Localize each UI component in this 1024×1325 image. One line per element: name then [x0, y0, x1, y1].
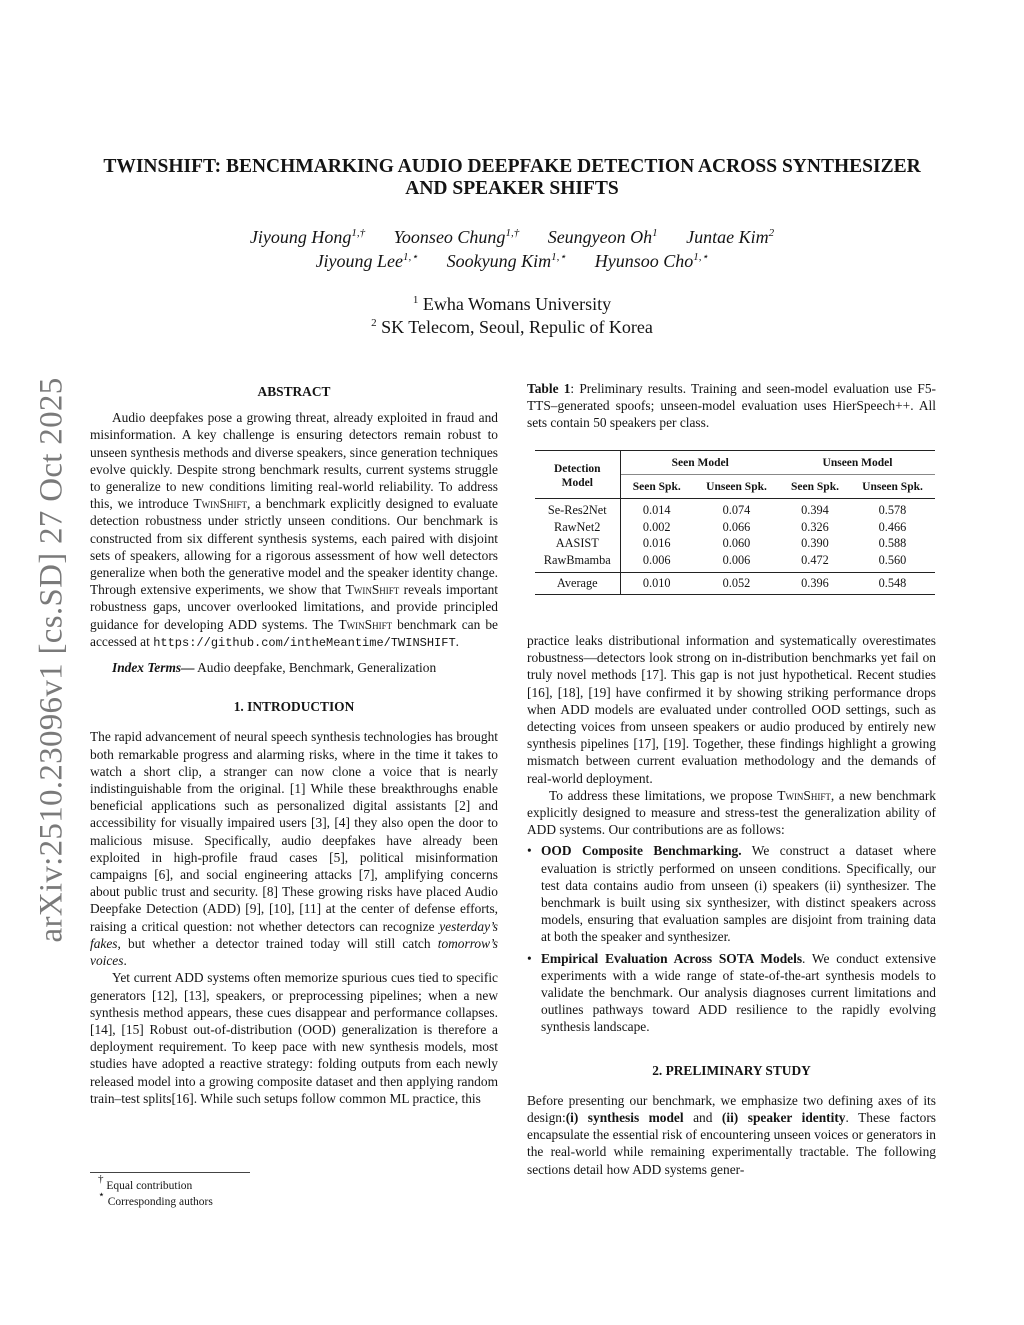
footnote: † Equal contribution [98, 1173, 193, 1192]
author: Jiyoung Lee$^{1,⋆}$ [315, 251, 419, 271]
title-line-1: TWINSHIFT: BENCHMARKING AUDIO DEEPFAKE DETECTION ACROSS SYNTHESIZER [103, 156, 921, 177]
title-line-2: AND SPEAKER SHIFTS [405, 178, 619, 199]
intro-paragraph-2: Yet current ADD systems often memorize spurious cues tied to specific generators [12], [13], speakers, or preprocessing pipelines; when a new synthesis method appears, these cues disappear and performance collapses. [14], [15] Robust out-of-distribution (OOD) generalization is therefore a deployment requirement. To keep pace with new synthesis models, most studies have adopted a reactive strategy: folding outputs from each newly released model into a growing composite dataset and then applying random train–test splits[16]. While such setups follow common ML practice, this [90, 970, 498, 1106]
abstract-heading: ABSTRACT [257, 384, 331, 399]
abstract-text: Audio deepfakes pose a growing threat, already exploited in fraud and misinformation. A key challenge is ensuring detectors remain robust to unseen synthesis methods and diverse speakers, since generation techniques evolve quickly. Despite strong benchmark results, current systems struggle to generalize to new conditions limiting real-world reliability. To address this, we introduce TwinShift, a benchmark explicitly designed to evaluate detection robustness under strictly unseen conditions. Our benchmark is constructed from six different synthesis systems, each paired with disjoint sets of speakers, allowing for a rigorous assessment of how well detectors generalize when both the generative model and the speaker identity change. Through extensive experiments, we show that TwinShift reveals important robustness gaps, uncover overlooked limitations, and provide principled guidance for developing ADD systems. The TwinShift benchmark can be accessed at https://github.com/intheMeantime/TWINSHIFT. [90, 410, 499, 650]
paper-title [60, 156, 964, 200]
contribution-item: • Empirical Evaluation Across SOTA Models. We conduct extensive experiments with a wide range of state-of-the-art synthesis models to validate the benchmark. Our analysis diagnoses current limitations and outlines pathways toward ADD resilience to the rapidly evolving synthesis landscape. [541, 950, 936, 1036]
left-column [90, 383, 498, 1107]
authors-row-1 [60, 227, 964, 248]
table-row: Se-Res2Net 0.014 0.074 0.394 0.578 [535, 503, 935, 520]
author: Juntae Kim$^2$ [686, 227, 775, 247]
footnote-rule [90, 1172, 250, 1173]
right-column [527, 632, 936, 1178]
header-seen-model: Seen Model [671, 456, 729, 469]
author: Jiyoung Hong$^{1,\dagger}$ [249, 227, 366, 247]
table-row: RawBmamba 0.006 0.006 0.472 0.560 [535, 552, 935, 569]
footnotes [90, 1173, 213, 1210]
index-terms: Index Terms— Audio deepfake, Benchmark, Generalization [112, 660, 437, 676]
subheader: Seen Spk. [620, 475, 693, 499]
affiliation: $^2$ SK Telecom, Seoul, Repulic of Korea [371, 317, 653, 337]
right-paragraph-3: Before presenting our benchmark, we emphasize two defining axes of its design:(i) synthesis model and (ii) speaker identity. These factors encapsulate the essential risk of encountering unseen voices or generators in the real-world while remaining experimentally tractable. The following sections detail how ADD systems gener- [527, 1092, 936, 1177]
arxiv-identifier: arXiv:2510.23096v1 [cs.SD] 27 Oct 2025 [33, 377, 70, 943]
author: Hyunsoo Cho$^{1,⋆}$ [594, 251, 709, 271]
subheader: Unseen Spk. [693, 475, 780, 499]
author: Seungyeon Oh$^1$ [547, 227, 658, 247]
right-paragraph-1: practice leaks distributional information and systematically overestimates robustness—detectors look strong on in-distribution benchmarks yet fail on truly novel methods [17]. This gap is not just hypothetical. Recent studies [16], [18], [19] have confirmed it by showing striking performance drops when ADD models are evaluated under controlled OOD settings, such as detecting voices from unseen speakers or audio produced by entirely new synthesis pipelines [17], [19]. Together, these findings highlight a growing mismatch between current evaluation methodology and the demands of real-world deployment. [527, 633, 936, 786]
footnote: ⋆ Corresponding authors [98, 1189, 213, 1208]
subheader: Seen Spk. [780, 475, 850, 499]
author: Sookyung Kim$^{1,⋆}$ [446, 251, 567, 271]
intro-paragraph-1: The rapid advancement of neural speech synthesis technologies has brought both remarkable progress and alarming risks, where in the time it takes to watch a short clip, a stranger can now clone a voice that is nearly indistinguishable from the original. [1] While these breakthroughs enable beneficial applications such as personalized digital assistants [2] and accessibility for visually impaired users [3], [4] they also open the door to malicious misuse. Specifically, audio deepfakes have already been exploited in high-profile fraud cases [5], political misinformation campaigns [6], and social engineering attacks [7], amplifying concerns about public trust and security. [8] These growing risks have placed Audio Deepfake Detection (ADD) [9], [10], [11] at the center of defense efforts, raising a critical question: not whether detectors can recognize yesterday’s fakes, but whether a detector trained today will still catch tomorrow’s voices. [90, 729, 498, 969]
table-row: RawNet2 0.002 0.066 0.326 0.466 [535, 519, 935, 536]
contribution-list [527, 842, 936, 1035]
github-link[interactable]: https://github.com/intheMeantime/TWINSHIFT [153, 635, 456, 650]
introduction-heading: 1. INTRODUCTION [233, 699, 355, 715]
header-detection-model: Detection Model [535, 451, 620, 499]
contribution-item: • OOD Composite Benchmarking. We construct a dataset where evaluation is strictly performed on unseen conditions. Specifically, our test data contains audio from unseen (i) speakers (ii) synthesizer. The benchmark is built using six synthesizer, with distinct speakers across models, ensuring that evaluation samples are disjoint from training data at both the speaker and synthesizer. [541, 842, 936, 945]
author: Yoonseo Chung$^{1,\dagger}$ [393, 227, 520, 247]
authors-row-2 [60, 251, 964, 272]
affiliation: $^1$ Ewha Womans University [412, 294, 612, 314]
results-table [535, 450, 935, 595]
header-unseen-model: Unseen Model [822, 456, 893, 469]
section-2-heading: 2. PRELIMINARY STUDY [652, 1062, 811, 1078]
table-caption: Table 1: Preliminary results. Training and seen-model evaluation use F5-TTS–generated spoofs; unseen-model evaluation uses HierSpeech++. All sets contain 50 speakers per class. [527, 381, 936, 431]
right-paragraph-2: To address these limitations, we propose TwinShift, a new benchmark explicitly designed to measure and stress-test the generalization ability of ADD systems. Our contributions are as follows: [527, 787, 936, 838]
table-row: AASIST 0.016 0.060 0.390 0.588 [535, 536, 935, 553]
subheader: Unseen Spk. [850, 475, 935, 499]
table-average-row: Average 0.010 0.052 0.396 0.548 [535, 573, 935, 595]
